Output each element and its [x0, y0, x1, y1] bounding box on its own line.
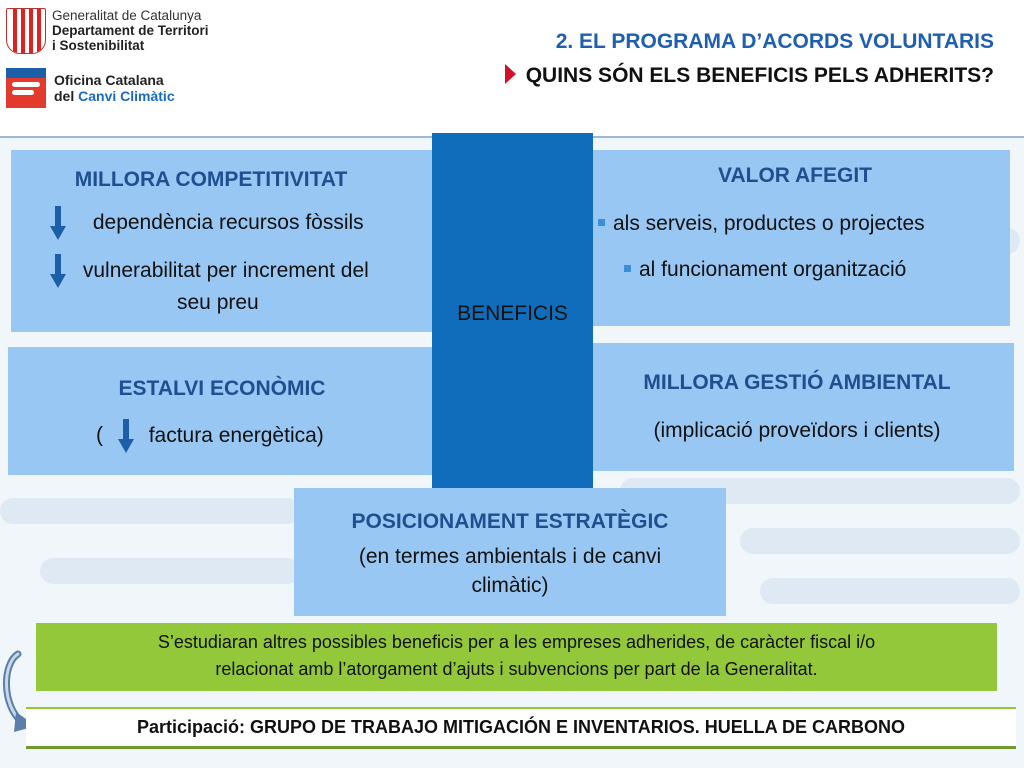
competitivitat-item-2-line-2: seu preu — [177, 291, 259, 314]
down-arrow-icon — [53, 206, 63, 240]
competitivitat-item-1-row — [53, 206, 364, 240]
valor-item-2-row — [624, 258, 906, 282]
estalvi-open-paren: ( — [96, 423, 103, 447]
competitivitat-box — [11, 150, 436, 332]
posicionament-heading: POSICIONAMENT ESTRATÈGIC — [351, 510, 669, 533]
posicionament-line-1: (en termes ambientals i de canvi — [358, 545, 662, 568]
generalitat-logo — [6, 8, 246, 56]
participacio-box — [26, 707, 1016, 749]
posicionament-box — [294, 488, 726, 616]
valor-item-1-row — [598, 212, 925, 236]
valor-item-1: als serveis, productes o projectes — [613, 212, 925, 235]
beneficis-label: BENEFICIS — [457, 302, 568, 325]
occ-line-2-accent: Canvi Climàtic — [78, 88, 175, 104]
square-bullet-icon — [624, 265, 631, 272]
estalvi-text: factura energètica) — [148, 423, 324, 447]
participacio-text: Participació: GRUPO DE TRABAJO MITIGACIÓN E INVENTARIOS. HUELLA DE CARBONO — [136, 717, 906, 737]
occ-logo — [6, 66, 246, 114]
competitivitat-item-1: dependència recursos fòssils — [92, 210, 364, 234]
valor-afegit-heading: VALOR AFEGIT — [718, 164, 872, 187]
senyera-icon — [6, 8, 46, 54]
occ-line-1: Oficina Catalana — [54, 72, 164, 88]
down-arrow-icon — [53, 254, 63, 288]
competitivitat-item-2-row — [53, 254, 369, 288]
valor-afegit-box — [590, 150, 1010, 326]
page-title: 2. EL PROGRAMA D’ACORDS VOLUNTARIS — [555, 30, 994, 53]
gestio-text: (implicació proveïdors i clients) — [653, 419, 941, 442]
estalvi-box — [8, 347, 436, 475]
gestio-box — [590, 343, 1014, 471]
estalvi-text-row — [96, 419, 324, 453]
valor-item-2: al funcionament organització — [639, 258, 907, 281]
page-subtitle: QUINS SÓN ELS BENEFICIS PELS ADHERITS? — [525, 64, 994, 87]
logo-line-3: i Sostenibilitat — [52, 38, 145, 53]
logo-line-1: Generalitat de Catalunya — [52, 8, 202, 23]
triangle-bullet-icon — [505, 64, 516, 84]
note-box — [36, 623, 997, 691]
occ-line-2-prefix: del — [54, 88, 79, 104]
occ-mark-icon — [6, 68, 46, 108]
page-subtitle-row — [505, 64, 994, 88]
logo-line-2: Departament de Territori — [52, 23, 209, 38]
note-line-1: S’estudiaran altres possibles beneficis per a les empreses adherides, de caràcter fiscal i/o — [157, 632, 876, 652]
note-line-2: relacionat amb l’atorgament d’ajuts i subvencions per part de la Generalitat. — [215, 659, 818, 679]
gestio-heading: MILLORA GESTIÓ AMBIENTAL — [643, 371, 951, 394]
down-arrow-icon — [121, 419, 131, 453]
posicionament-line-2: climàtic) — [471, 574, 549, 597]
square-bullet-icon — [598, 219, 605, 226]
competitivitat-heading: MILLORA COMPETITIVITAT — [74, 168, 348, 191]
competitivitat-item-2-line-1: vulnerabilitat per increment del — [82, 258, 369, 282]
estalvi-heading: ESTALVI ECONÒMIC — [118, 377, 326, 400]
